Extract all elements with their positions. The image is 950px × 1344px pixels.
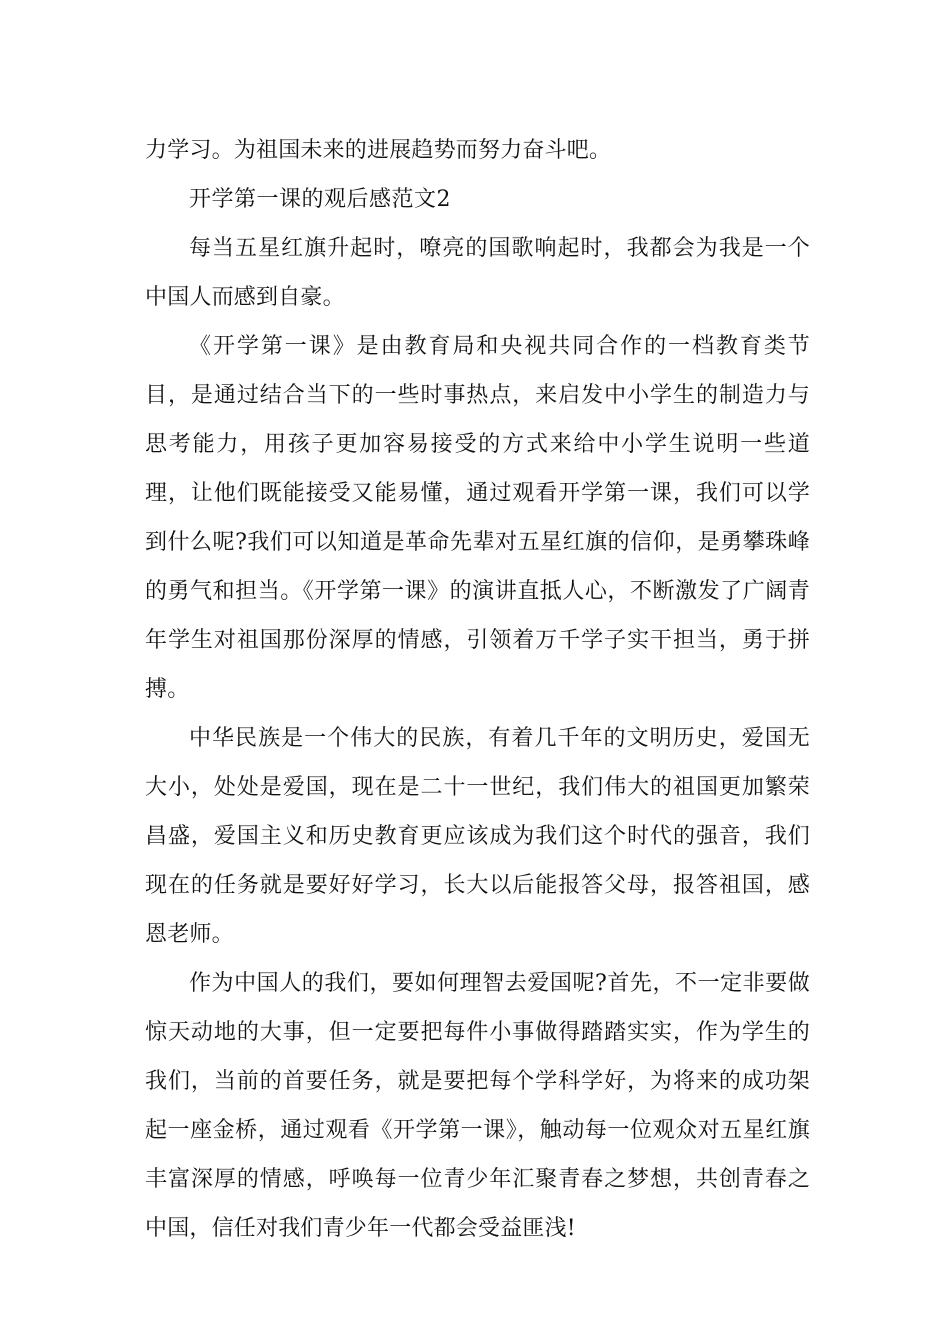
paragraph-continuation: 力学习。为祖国未来的进展趋势而努力奋斗吧。	[145, 138, 612, 163]
paragraph-chinese-nation: 中华民族是一个伟大的民族，有着几千年的文明历史，爱国无大小，处处是爱国，现在是二十一世纪，我们伟大的祖国更加繁荣昌盛，爱国主义和历史教育更应该成为我们这个时代的强音，我们现在的任务就是要好好学习，长大以后能报答父母，报答祖国，感恩老师。	[145, 726, 810, 947]
paragraph-national-flag: 每当五星红旗升起时，嘹亮的国歌响起时，我都会为我是一个中国人而感到自豪。	[145, 236, 810, 310]
paragraph-rational-patriotism: 作为中国人的我们，要如何理智去爱国呢?首先，不一定非要做惊天动地的大事，但一定要把每件小事做得踏踏实实，作为学生的我们，当前的首要任务，就是要把每个学科学好，为将来的成功架起一座金桥，通过观看《开学第一课》，触动每一位观众对五星红旗丰富深厚的情感，呼唤每一位青少年汇聚青春之梦想，共创青春之中国，信任对我们青少年一代都会受益匪浅!	[145, 971, 810, 1241]
section-heading: 开学第一课的观后感范文2	[189, 187, 451, 212]
paragraph-program-intro: 《开学第一课》是由教育局和央视共同合作的一档教育类节目，是通过结合当下的一些时事热点，来启发中小学生的制造力与思考能力，用孩子更加容易接受的方式来给中小学生说明一些道理，让他们既能接受又能易懂，通过观看开学第一课，我们可以学到什么呢?我们可以知道是革命先辈对五星红旗的信仰，是勇攀珠峰的勇气和担当。《开学第一课》的演讲直抵人心，不断激发了广阔青年学生对祖国那份深厚的情感，引领着万千学子实干担当，勇于拼搏。	[145, 334, 810, 702]
document-body	[145, 126, 810, 1253]
